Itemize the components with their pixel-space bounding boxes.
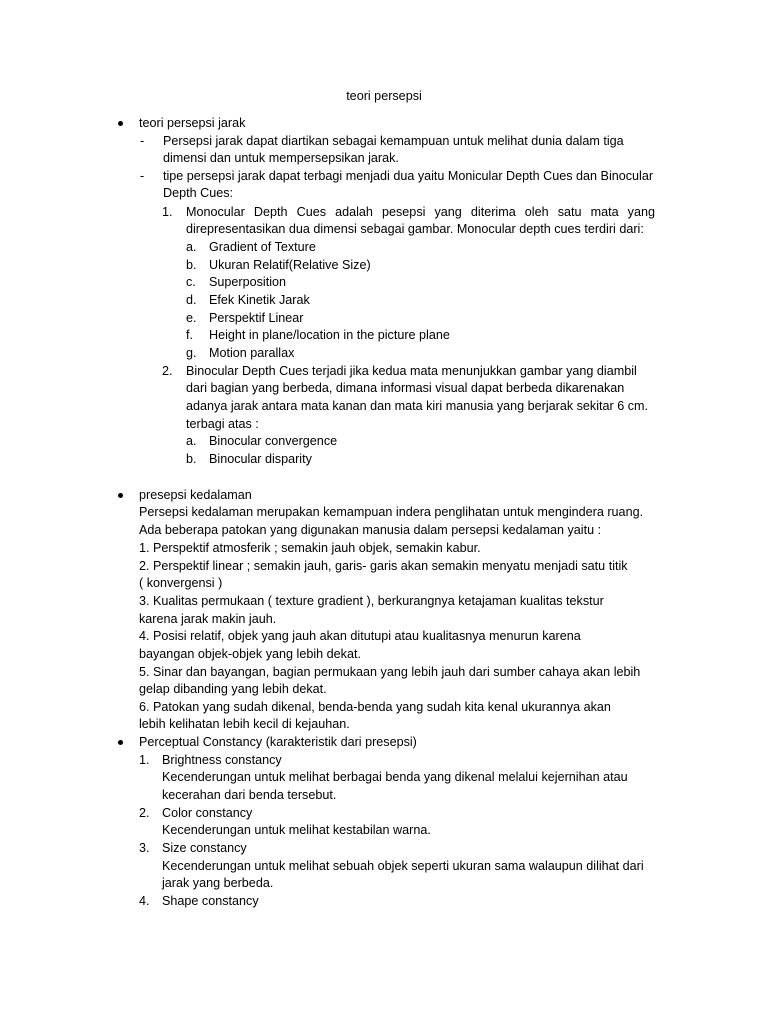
list-letter: e. xyxy=(186,311,197,325)
paragraph-line: karena jarak makin jauh. xyxy=(139,612,277,626)
paragraph-line: direpresentasikan dua dimensi sebagai gambar. Monocular depth cues terdiri dari: xyxy=(186,222,644,236)
paragraph-line: Ada beberapa patokan yang digunakan manusia dalam persepsi kedalaman yaitu : xyxy=(139,523,602,537)
paragraph-line: dari bagian yang berbeda, dimana informasi visual dapat berbeda dikarenakan xyxy=(186,381,625,395)
list-item-title: Size constancy xyxy=(162,841,247,855)
section-heading: Perceptual Constancy (karakteristik dari presepsi) xyxy=(139,735,417,749)
list-letter: g. xyxy=(186,346,197,360)
paragraph-line: 6. Patokan yang sudah dikenal, benda-benda yang sudah kita kenal ukurannya akan xyxy=(139,700,611,714)
paragraph-line: dimensi dan untuk mempersepsikan jarak. xyxy=(163,151,399,165)
paragraph-line: Kecenderungan untuk melihat berbagai benda yang dikenal melalui kejernihan atau xyxy=(162,770,628,784)
list-item: Height in plane/location in the picture plane xyxy=(209,328,450,342)
list-letter: b. xyxy=(186,452,197,466)
list-letter: d. xyxy=(186,293,197,307)
bullet-icon xyxy=(118,493,123,498)
bullet-icon xyxy=(118,121,123,126)
paragraph-line: 2. Perspektif linear ; semakin jauh, garis- garis akan semakin menyatu menjadi satu titik xyxy=(139,559,628,573)
list-number: 1. xyxy=(162,205,173,219)
section-heading: teori persepsi jarak xyxy=(139,116,246,130)
list-item: Perspektif Linear xyxy=(209,311,304,325)
paragraph-line: Depth Cues: xyxy=(163,186,234,200)
list-item: Binocular convergence xyxy=(209,434,338,448)
list-item-title: Shape constancy xyxy=(162,894,259,908)
list-letter: b. xyxy=(186,258,197,272)
list-number: 2. xyxy=(139,806,150,820)
list-letter: a. xyxy=(186,434,197,448)
paragraph-line: Persepsi kedalaman merupakan kemampuan indera penglihatan untuk mengindera ruang. xyxy=(139,505,644,519)
dash-marker: - xyxy=(140,169,145,183)
paragraph-line: 4. Posisi relatif, objek yang jauh akan ditutupi atau kualitasnya menurun karena xyxy=(139,629,581,643)
list-item: Motion parallax xyxy=(209,346,295,360)
paragraph-line: bayangan objek-objek yang lebih dekat. xyxy=(139,647,361,661)
list-number: 3. xyxy=(139,841,150,855)
list-item: Ukuran Relatif(Relative Size) xyxy=(209,258,371,272)
list-item-title: Brightness constancy xyxy=(162,753,282,767)
paragraph-line: tipe persepsi jarak dapat terbagi menjadi dua yaitu Monicular Depth Cues dan Binocular xyxy=(163,169,654,183)
paragraph-line: terbagi atas : xyxy=(186,417,259,431)
paragraph-line: jarak yang berbeda. xyxy=(162,876,274,890)
document-title: teori persepsi xyxy=(346,89,422,103)
paragraph-line: 1. Perspektif atmosferik ; semakin jauh objek, semakin kabur. xyxy=(139,541,481,555)
section-heading: presepsi kedalaman xyxy=(139,488,252,502)
list-item: Binocular disparity xyxy=(209,452,312,466)
paragraph-line: Kecenderungan untuk melihat kestabilan warna. xyxy=(162,823,431,837)
list-item: Gradient of Texture xyxy=(209,240,316,254)
paragraph-line: 5. Sinar dan bayangan, bagian permukaan yang lebih jauh dari sumber cahaya akan lebih xyxy=(139,665,641,679)
list-letter: c. xyxy=(186,275,196,289)
list-item-title: Color constancy xyxy=(162,806,253,820)
list-item: Efek Kinetik Jarak xyxy=(209,293,310,307)
list-letter: a. xyxy=(186,240,197,254)
paragraph-line: Binocular Depth Cues terjadi jika kedua mata menunjukkan gambar yang diambil xyxy=(186,364,637,378)
list-number: 1. xyxy=(139,753,150,767)
list-item: Superposition xyxy=(209,275,287,289)
paragraph-line: gelap dibanding yang lebih dekat. xyxy=(139,682,327,696)
list-letter: f. xyxy=(186,328,193,342)
paragraph-line: 3. Kualitas permukaan ( texture gradient ), berkurangnya ketajaman kualitas tekstur xyxy=(139,594,604,608)
paragraph-line: kecerahan dari benda tersebut. xyxy=(162,788,337,802)
list-number: 4. xyxy=(139,894,150,908)
paragraph-line: adanya jarak antara mata kanan dan mata kiri manusia yang berjarak sekitar 6 cm. xyxy=(186,399,649,413)
list-number: 2. xyxy=(162,364,173,378)
paragraph-line: Kecenderungan untuk melihat sebuah objek seperti ukuran sama walaupun dilihat dari xyxy=(162,859,644,873)
bullet-icon xyxy=(118,740,123,745)
dash-marker: - xyxy=(140,134,145,148)
paragraph-line: Persepsi jarak dapat diartikan sebagai kemampuan untuk melihat dunia dalam tiga xyxy=(163,134,624,148)
paragraph-line: ( konvergensi ) xyxy=(139,576,223,590)
paragraph-line: lebih kelihatan lebih kecil di kejauhan. xyxy=(139,717,350,731)
paragraph-line: Monocular Depth Cues adalah pesepsi yang diterima oleh satu mata yang xyxy=(186,205,655,219)
